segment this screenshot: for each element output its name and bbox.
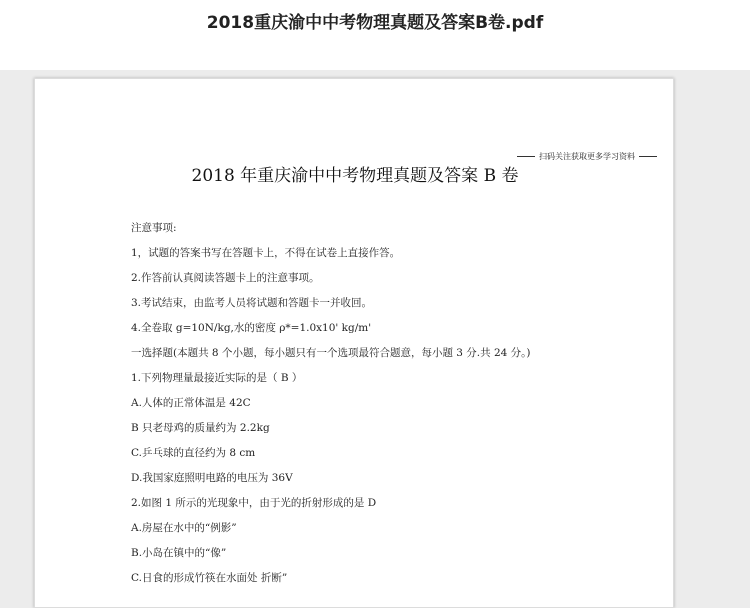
text-line: D.我国家庭照明电路的电压为 36V: [131, 472, 293, 484]
viewer-header: [0, 0, 750, 70]
text-line: B.小岛在镇中的“像”: [131, 547, 227, 559]
text-line: 一选择题(本题共 8 个小题，每小题只有一个选项最符合题意，每小题 3 分.共 24 分。): [131, 347, 531, 359]
dash-right: [639, 156, 657, 157]
document-page[interactable]: [34, 78, 674, 608]
dash-left: [517, 156, 535, 157]
document-title: 2018 年重庆渝中中考物理真题及答案 B 卷: [191, 166, 519, 186]
text-line: C.日食的形成竹筷在水面处 折断”: [131, 572, 288, 584]
qr-note-text: 扫码关注获取更多学习资料: [539, 152, 635, 161]
text-line: A.人体的正常体温是 42C: [131, 397, 251, 409]
text-line: 1.下列物理量最接近实际的是（ B ）: [131, 372, 303, 384]
text-line: C.乒乓球的直径约为 8 cm: [131, 447, 256, 459]
text-line: B 只老母鸡的质量约为 2.2kg: [131, 422, 270, 434]
text-line: 1，试题的答案书写在答题卡上，不得在试卷上直接作答。: [131, 247, 401, 259]
document-body: [131, 219, 651, 594]
text-line: A.房屋在水中的“例影”: [131, 522, 237, 534]
text-line: 2.作答前认真阅读答题卡上的注意事项。: [131, 272, 320, 284]
text-line: 4.全卷取 g=10N/kg,水的密度 ρ*=1.0x10' kg/m': [131, 322, 372, 334]
text-line: 3.考试结束，由监考人员将试题和答题卡一并收回。: [131, 297, 373, 309]
file-title: 2018重庆渝中中考物理真题及答案B卷.pdf: [206, 13, 544, 33]
text-line: 注意事项:: [131, 222, 177, 234]
text-line: 2.如图 1 所示的光现象中，由于光的折射形成的是 D: [131, 497, 377, 509]
